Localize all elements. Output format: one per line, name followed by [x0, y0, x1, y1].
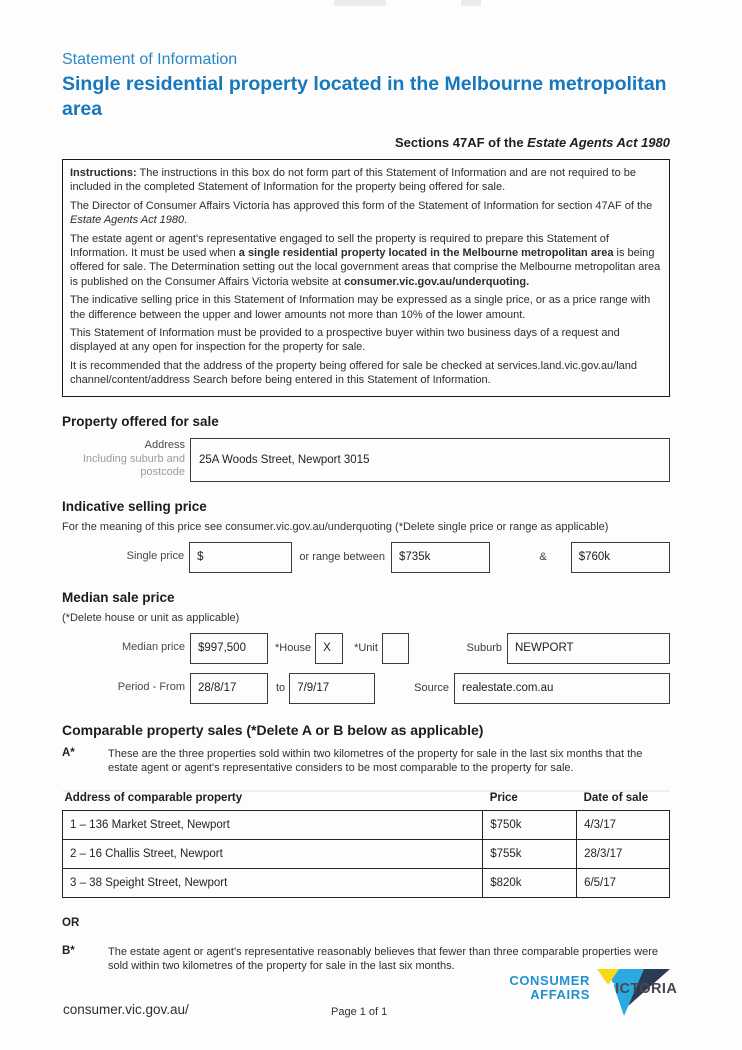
column-header-price: Price	[483, 791, 577, 811]
section-reference	[62, 135, 670, 150]
act-name: Estate Agents Act 1980	[70, 214, 185, 227]
logo-victoria-text	[605, 981, 677, 997]
median-price-note: (*Delete house or unit as applicable)	[62, 611, 240, 624]
house-field[interactable]: X	[315, 633, 343, 664]
instructions-text: The instructions in this box do not form part of this Statement of Information and are not required to be included in the completed Statement of Information for the property being offered for sale.	[70, 167, 636, 194]
logo-consumer-text: CONSUMER	[509, 973, 590, 988]
victoria-rest: ICTORIA	[615, 981, 678, 997]
doc-eyebrow: Statement of Information	[62, 51, 238, 68]
doc-title: Single residential property located in the Melbourne metropolitan area	[62, 73, 667, 120]
bold-phrase: a single residential property located in the Melbourne metropolitan area	[238, 247, 614, 260]
column-header-date: Date of sale	[577, 791, 670, 811]
comparable-price: $820k	[483, 868, 577, 897]
instructions-paragraph-6: It is recommended that the address of the property being offered for sale be checked at services.land.vic.gov.au/land channel/content/address Search before being entered in this Statement of Information.	[70, 359, 638, 387]
single-price-label: Single price	[126, 550, 185, 563]
instructions-box	[62, 159, 670, 397]
address-label-block	[62, 438, 190, 482]
option-b-label: B*	[62, 944, 75, 957]
option-b-text: The estate agent or agent's representative reasonably believes that fewer than three comparable properties were sold within two kilometres of the property for sale in the last six months.	[108, 945, 658, 973]
indicative-price-heading: Indicative selling price	[62, 498, 207, 514]
instructions-paragraph-4: The indicative selling price in this Statement of Information may be expressed as a single price, or as a price range with the difference between the upper and lower amounts not more than 10% of the lower amount.	[70, 294, 651, 321]
period-to-field[interactable]: 7/9/17	[289, 673, 375, 704]
victoria-v: V	[605, 981, 616, 997]
comparable-price: $755k	[483, 839, 577, 868]
section-reference-text: Sections 47AF of the	[394, 135, 528, 150]
consumer-affairs-victoria-logo	[509, 968, 678, 1018]
median-price-heading: Median sale price	[62, 589, 175, 605]
option-a-text: These are the three properties sold within two kilometres of the property for sale in the last six months that the estate agent or agent's representative considers to be most comparable to the property for sale.	[108, 747, 643, 775]
option-a-row	[62, 747, 670, 776]
period-label: Period - From	[117, 681, 185, 694]
range-high-field[interactable]: $760k	[571, 542, 670, 573]
period-from-field[interactable]: 28/8/17	[190, 673, 268, 704]
median-period-row	[62, 673, 670, 704]
instructions-paragraph-2	[70, 199, 661, 228]
median-price-field[interactable]: $997,500	[190, 633, 268, 664]
logo-wordmark	[509, 974, 590, 1001]
logo-affairs-text: AFFAIRS	[530, 986, 590, 1002]
instructions-text: The estate agent or agent's representative engaged to sell the property is required to prepare this Statement of Information. It must be used when	[70, 232, 609, 260]
instructions-text: is being offered for sale. The Determination setting out the local government areas that comprise the Melbourne metropolitan area is published on the Consumer Affairs Victoria website at	[70, 247, 661, 288]
source-label: Source	[414, 682, 449, 695]
single-price-field[interactable]: $	[189, 542, 292, 573]
comparable-date: 28/3/17	[577, 839, 670, 868]
column-header-address: Address of comparable property	[63, 791, 483, 811]
comparable-address: 1 – 136 Market Street, Newport	[63, 810, 483, 839]
indicative-price-note: For the meaning of this price see consumer.vic.gov.au/underquoting (*Delete single price or range as applicable)	[62, 520, 609, 533]
comparable-date: 6/5/17	[577, 868, 670, 897]
instructions-paragraph-1	[70, 166, 661, 195]
range-low-field[interactable]: $735k	[391, 542, 490, 573]
comparable-sales-table	[62, 790, 670, 898]
instructions-paragraph-5: This Statement of Information must be provided to a prospective buyer within two business days of a request and displayed at any open for inspection for the property for sale.	[70, 327, 620, 354]
underquoting-url: consumer.vic.gov.au/underquoting.	[344, 275, 530, 288]
median-price-label: Median price	[122, 641, 185, 654]
comparable-address: 3 – 38 Speight Street, Newport	[63, 868, 483, 897]
table-row	[63, 839, 670, 868]
comparable-sales-heading: Comparable property sales (*Delete A or B below as applicable)	[62, 721, 484, 738]
median-price-row	[62, 633, 670, 664]
act-name: Estate Agents Act 1980	[527, 135, 670, 150]
comparable-address: 2 – 16 Challis Street, Newport	[63, 839, 483, 868]
victoria-triangle-mark	[592, 968, 678, 1018]
table-header-row	[63, 791, 670, 811]
range-label: or range between	[299, 551, 386, 564]
footer-page-number: Page 1 of 1	[331, 1006, 388, 1018]
suburb-field[interactable]: NEWPORT	[507, 633, 670, 664]
address-label: Address	[144, 439, 185, 452]
table-row	[63, 810, 670, 839]
instructions-paragraph-3	[70, 232, 661, 290]
address-row	[62, 438, 670, 482]
house-label: *House	[275, 642, 312, 655]
instructions-text: .	[184, 214, 188, 227]
or-label: OR	[62, 916, 80, 929]
indicative-price-row	[62, 542, 670, 573]
option-a-label: A*	[62, 746, 75, 759]
unit-field[interactable]	[382, 633, 409, 664]
unit-label: *Unit	[354, 642, 378, 655]
address-sublabel: postcode	[140, 466, 185, 479]
address-sublabel: Including suburb and	[82, 452, 185, 465]
table-row	[63, 868, 670, 897]
footer-website: consumer.vic.gov.au/	[63, 1002, 189, 1017]
instructions-label: Instructions:	[70, 167, 137, 179]
suburb-label: Suburb	[466, 642, 502, 655]
source-field[interactable]: realestate.com.au	[454, 673, 670, 704]
comparable-date: 4/3/17	[577, 810, 670, 839]
comparable-price: $750k	[483, 810, 577, 839]
ampersand-label: &	[539, 551, 547, 564]
to-label: to	[276, 682, 286, 695]
instructions-text: The Director of Consumer Affairs Victoria has approved this form of the Statement of Information for section 47AF of the	[70, 199, 653, 212]
property-section-heading: Property offered for sale	[62, 413, 219, 429]
address-field[interactable]: 25A Woods Street, Newport 3015	[190, 438, 670, 482]
